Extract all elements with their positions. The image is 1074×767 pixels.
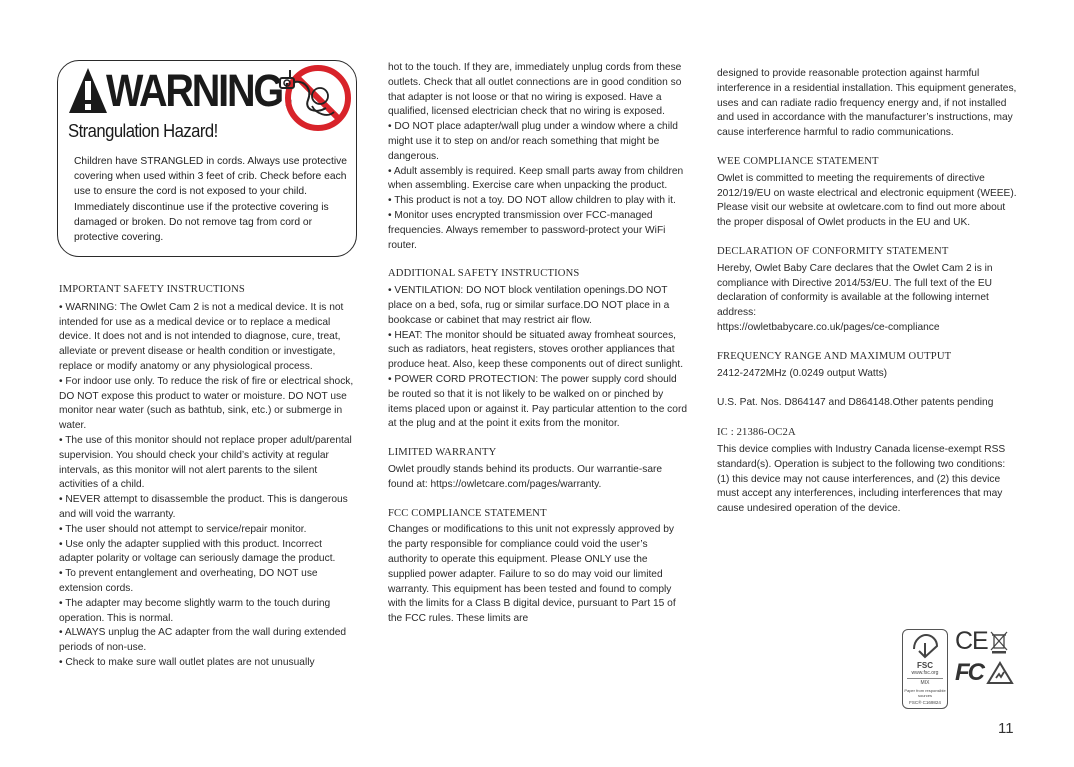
page-number: 11 <box>998 720 1014 737</box>
column-1 <box>59 283 358 671</box>
safety-item: • HEAT: The monitor should be situated away fromheat sources, such as radiators, heat registers, stoves orother appliances that produce heat. Also, keep these components out of direct sunlight. <box>388 329 684 371</box>
warning-triangle-icon <box>68 67 108 115</box>
hazard-subtitle: Strangulation Hazard! <box>68 120 218 141</box>
safety-item: • POWER CORD PROTECTION: The power supply cord should be routed so that it is not likely to be walked on or pinched by items placed upon or against it. Pay particular attention to the cord at the plug and at the point it exits from the monitor. <box>388 373 688 430</box>
safety-item: • Adult assembly is required. Keep small parts away from children when assembling. Exercise care when unpacking the product. <box>388 165 684 192</box>
fsc-label: FSC <box>917 661 933 670</box>
conformity-url: https://owletbabycare.co.uk/pages/ce-compliance <box>717 321 940 333</box>
safety-item: • Check to make sure wall outlet plates are not unusually <box>59 656 315 668</box>
no-strangulation-icon <box>272 62 356 132</box>
warning-body: Children have STRANGLED in cords. Always use protective covering when used within 3 feet of crib. Check before each use to ensure the cord is not exposed to your child. Immediately discontinue use if the protective covering is damaged or broken. Do not remove tag from cord or protective covering. <box>74 156 347 244</box>
fsc-site: www.fsc.org <box>911 670 939 676</box>
conformity-heading: DECLARATION OF CONFORMITY STATEMENT <box>717 245 949 257</box>
fcc-mark-icon: FC <box>955 659 983 686</box>
ic-heading: IC : 21386-OC2A <box>717 427 796 439</box>
patents-text: U.S. Pat. Nos. D864147 and D864148.Other patents pending <box>717 397 994 409</box>
frequency-text: 2412-2472MHz (0.0249 output Watts) <box>717 367 888 379</box>
safety-item: • Use only the adapter supplied with this product. Incorrect adapter polarity or voltage can seriously damage the product. <box>59 538 336 565</box>
ic-text: This device complies with Industry Canada license-exempt RSS standard(s). Operation is subject to the following two conditions: (1) this device may not cause interferences, and (2) this device must accept any interferences, including interferences that may cause undesired operation of the device. <box>717 443 1006 515</box>
safety-item: • The user should not attempt to service/repair monitor. <box>59 523 307 535</box>
warning-title: WARNING: <box>106 65 293 116</box>
safety-item: • ALWAYS unplug the AC adapter from the wall during extended periods of non-use. <box>59 627 347 654</box>
continued-text: hot to the touch. If they are, immediately unplug cords from these outlets. Check that all outlet connections are in good condition so that adapter is not loose or that no wiring is exposed. Have a qualified, licensed electrician check that no wiring is exposed. <box>388 62 682 118</box>
safety-item: • This product is not a toy. DO NOT allow children to play with it. <box>388 195 676 207</box>
safety-heading: IMPORTANT SAFETY INSTRUCTIONS <box>59 284 245 295</box>
ce-mark-icon: CE <box>955 627 988 655</box>
safety-item: • To prevent entanglement and overheating, DO NOT use extension cords. <box>59 568 318 594</box>
continued-text: designed to provide reasonable protection against harmful interference in a residential installation. This equipment generates, uses and can radiate radio frequency energy and, if not installed and used in accordance with the manufacturer’s instructions, may cause interference harmful to radio communications. <box>717 68 1017 139</box>
safety-item: • The adapter may become slightly warm to the touch during operation. This is normal. <box>59 597 331 624</box>
wee-heading: WEE COMPLIANCE STATEMENT <box>717 155 879 167</box>
warranty-text: Owlet proudly stands behind its products. Our warrantie-sare found at: https://owletcare.com/pages/warranty. <box>388 463 663 490</box>
safety-item: • The use of this monitor should not replace proper adult/parental supervision. You should check your child’s activity at regular intervals, as this monitor will not alert parents to the silent activities of a child. <box>59 434 352 491</box>
column-3 <box>717 67 1017 517</box>
wee-text: Owlet is committed to meeting the requirements of directive 2012/19/EU on waste electrical and electronic equipment (WEEE). Please visit our website at owletcare.com to find out more about the proper disposal of Owlet products in the EU and UK. <box>717 172 1017 229</box>
safety-item: • DO NOT place adapter/wall plug under a window where a child might use it to step on and/or reach something that might be dangerous. <box>388 121 678 162</box>
safety-item: • NEVER attempt to disassemble the product. This is dangerous and will void the warranty. <box>59 494 348 520</box>
frequency-heading: FREQUENCY RANGE AND MAXIMUM OUTPUT <box>717 350 952 362</box>
rcm-triangle-icon <box>986 661 1014 685</box>
safety-item: • VENTILATION: DO NOT block ventilation openings.DO NOT place on a bed, sofa, rug or similar surface.DO NOT place in a bookcase or cabinet that may restrict air flow. <box>388 285 670 326</box>
column-2 <box>388 61 687 627</box>
safety-item: • WARNING: The Owlet Cam 2 is not a medical device. It is not intended for use as a medical device or to replace a medical device. It does not and is not intended to diagnose, cure, treat, alleviate or prevent disease or health condition or investigate, replace or modify anatomy or any physiological process. <box>59 301 344 372</box>
tree-check-icon <box>910 633 940 659</box>
warranty-heading: LIMITED WARRANTY <box>388 447 497 459</box>
conformity-text: Hereby, Owlet Baby Care declares that the Owlet Cam 2 is in compliance with Directive 2014/53/EU. The full text of the EU declaration of conformity is available at the following internet address: <box>717 262 993 319</box>
safety-item: • Monitor uses encrypted transmission over FCC-managed frequencies. Always remember to password-protect your WiFi router. <box>388 209 666 251</box>
fcc-heading: FCC COMPLIANCE STATEMENT <box>388 507 547 519</box>
additional-safety-heading: ADDITIONAL SAFETY INSTRUCTIONS <box>388 268 580 280</box>
fcc-text: Changes or modifications to this unit not expressly approved by the party responsible for compliance could void the user’s authority to operate this equipment. Please ONLY use the supplied power adapter. Failure to so do may void our limited warranty. This equipment has been tested and found to comply with the limits for a Class B digital device, pursuant to Part 15 of the FCC rules. These limits are <box>388 524 676 625</box>
fsc-logo <box>902 629 948 709</box>
weee-bin-icon <box>989 630 1009 654</box>
fsc-paper: Paper from responsible sources <box>904 688 946 698</box>
fsc-code: FSC® C169824 <box>909 700 941 705</box>
safety-item: • For indoor use only. To reduce the risk of fire or electrical shock, DO NOT expose this product to water or moisture. DO NOT use monitor near water (such as bathtub, sink, etc.) or submerge in water. <box>59 375 354 432</box>
fsc-mix: MIX <box>907 678 943 686</box>
